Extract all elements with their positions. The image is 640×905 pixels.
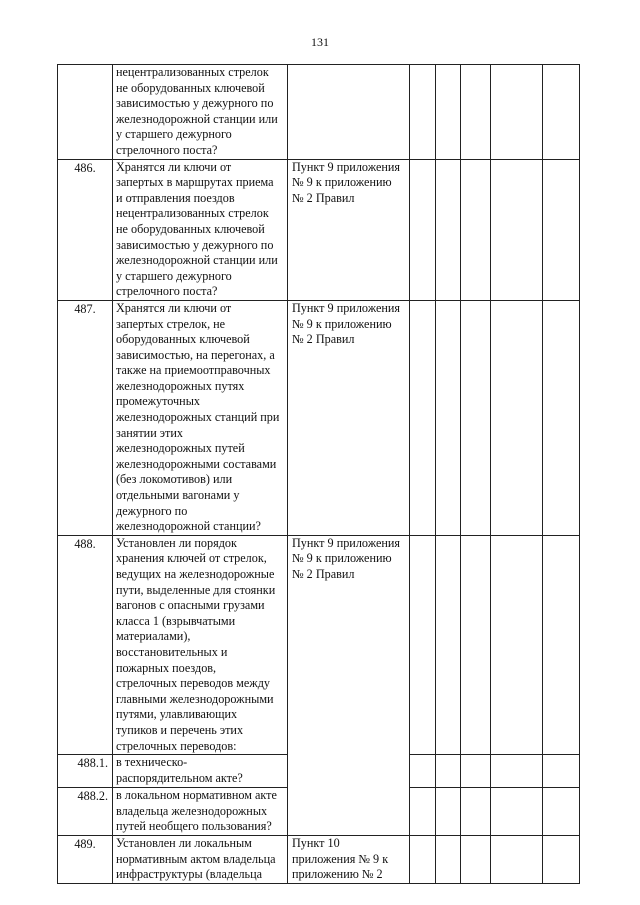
reference-cell xyxy=(288,65,410,160)
row-number-cell: 488. xyxy=(58,535,113,754)
answer-cell xyxy=(410,788,436,836)
notes-cell xyxy=(543,300,580,535)
reference-text: Пункт 10 приложения № 9 к приложению № 2 xyxy=(292,835,389,882)
row-number-cell: 488.1. xyxy=(58,755,113,788)
question-cell xyxy=(113,300,288,535)
reference-cell xyxy=(288,835,410,883)
notes-cell xyxy=(491,788,543,836)
table-row xyxy=(58,65,580,160)
answer-cell xyxy=(461,755,491,788)
row-number-cell: 489. xyxy=(58,835,113,883)
question-cell xyxy=(113,65,288,160)
answer-cell xyxy=(410,300,436,535)
question-cell xyxy=(113,535,288,754)
answer-cell xyxy=(436,788,461,836)
notes-cell xyxy=(491,755,543,788)
answer-cell xyxy=(436,535,461,754)
answer-cell xyxy=(461,835,491,883)
notes-cell xyxy=(543,159,580,300)
notes-cell xyxy=(543,788,580,836)
answer-cell xyxy=(461,65,491,160)
notes-cell xyxy=(543,65,580,160)
row-number-cell: 486. xyxy=(58,159,113,300)
answer-cell xyxy=(461,159,491,300)
page-number: 131 xyxy=(311,35,329,49)
answer-cell xyxy=(461,300,491,535)
question-cell xyxy=(113,835,288,883)
answer-cell xyxy=(461,535,491,754)
reference-text: Пункт 9 приложения № 9 к приложению № 2 Правил xyxy=(292,535,401,581)
table-row xyxy=(58,535,580,754)
answer-cell xyxy=(410,755,436,788)
notes-cell xyxy=(543,535,580,754)
answer-cell xyxy=(461,788,491,836)
row-number-cell xyxy=(58,65,113,160)
answer-cell xyxy=(410,535,436,754)
row-number-cell: 488.2. xyxy=(58,788,113,836)
question-text: в техническо- распорядительном акте? xyxy=(116,755,243,785)
answer-cell xyxy=(436,755,461,788)
table-row xyxy=(58,159,580,300)
reference-text: Пункт 9 приложения № 9 к приложению № 2 Правил xyxy=(292,300,401,347)
question-cell xyxy=(113,159,288,300)
notes-cell xyxy=(543,755,580,788)
notes-cell xyxy=(491,159,543,300)
answer-cell xyxy=(436,835,461,883)
reference-text: Пункт 9 приложения № 9 к приложению № 2 Правил xyxy=(292,159,401,205)
notes-cell xyxy=(491,300,543,535)
checklist-table xyxy=(57,64,580,884)
answer-cell xyxy=(436,65,461,160)
answer-cell xyxy=(410,835,436,883)
question-text: Хранятся ли ключи от запертых в маршрутах приема и отправления поездов нецентрализованных стрелок не оборудованных ключевой зависимостью у дежурного по железнодорожной станции или у старшего дежурного стрелочного поста? xyxy=(116,159,278,299)
answer-cell xyxy=(436,300,461,535)
reference-cell xyxy=(288,159,410,300)
row-number-cell: 487. xyxy=(58,300,113,535)
reference-cell xyxy=(288,300,410,535)
table-row xyxy=(58,300,580,535)
question-text: Установлен ли локальным нормативным актом владельца инфраструктуры (владельца xyxy=(116,835,276,882)
answer-cell xyxy=(436,159,461,300)
question-cell xyxy=(113,788,288,836)
question-cell xyxy=(113,755,288,788)
notes-cell xyxy=(491,535,543,754)
question-text: Хранятся ли ключи от запертых стрелок, не оборудованных ключевой зависимостью, на перегонах, а также на приемоотправочных железнодорожных путях промежуточных железнодорожных станций при занятии этих железнодорожных путей железнодорожными составами (без локомотивов) или отдельными вагонами у дежурного по железнодорожной станции? xyxy=(116,300,280,534)
question-text: в локальном нормативном акте владельца железнодорожных путей необщего пользования? xyxy=(116,788,277,834)
question-text: нецентрализованных стрелок не оборудованных ключевой зависимостью у дежурного по железнодорожной станции или у старшего дежурного стрелочного поста? xyxy=(116,65,278,157)
notes-cell xyxy=(491,65,543,160)
question-text: Установлен ли порядок хранения ключей от стрелок, ведущих на железнодорожные пути, выделенные для стоянки вагонов с опасными грузами класса 1 (взрывчатыми материалами), восстановительных и пожарных поездов, стрелочных переводов между главными железнодорожными путями, улавливающих тупиков и перечень этих стрелочных переводов: xyxy=(116,535,276,753)
answer-cell xyxy=(410,65,436,160)
reference-cell xyxy=(288,535,410,835)
notes-cell xyxy=(491,835,543,883)
table-row xyxy=(58,835,580,883)
answer-cell xyxy=(410,159,436,300)
notes-cell xyxy=(543,835,580,883)
